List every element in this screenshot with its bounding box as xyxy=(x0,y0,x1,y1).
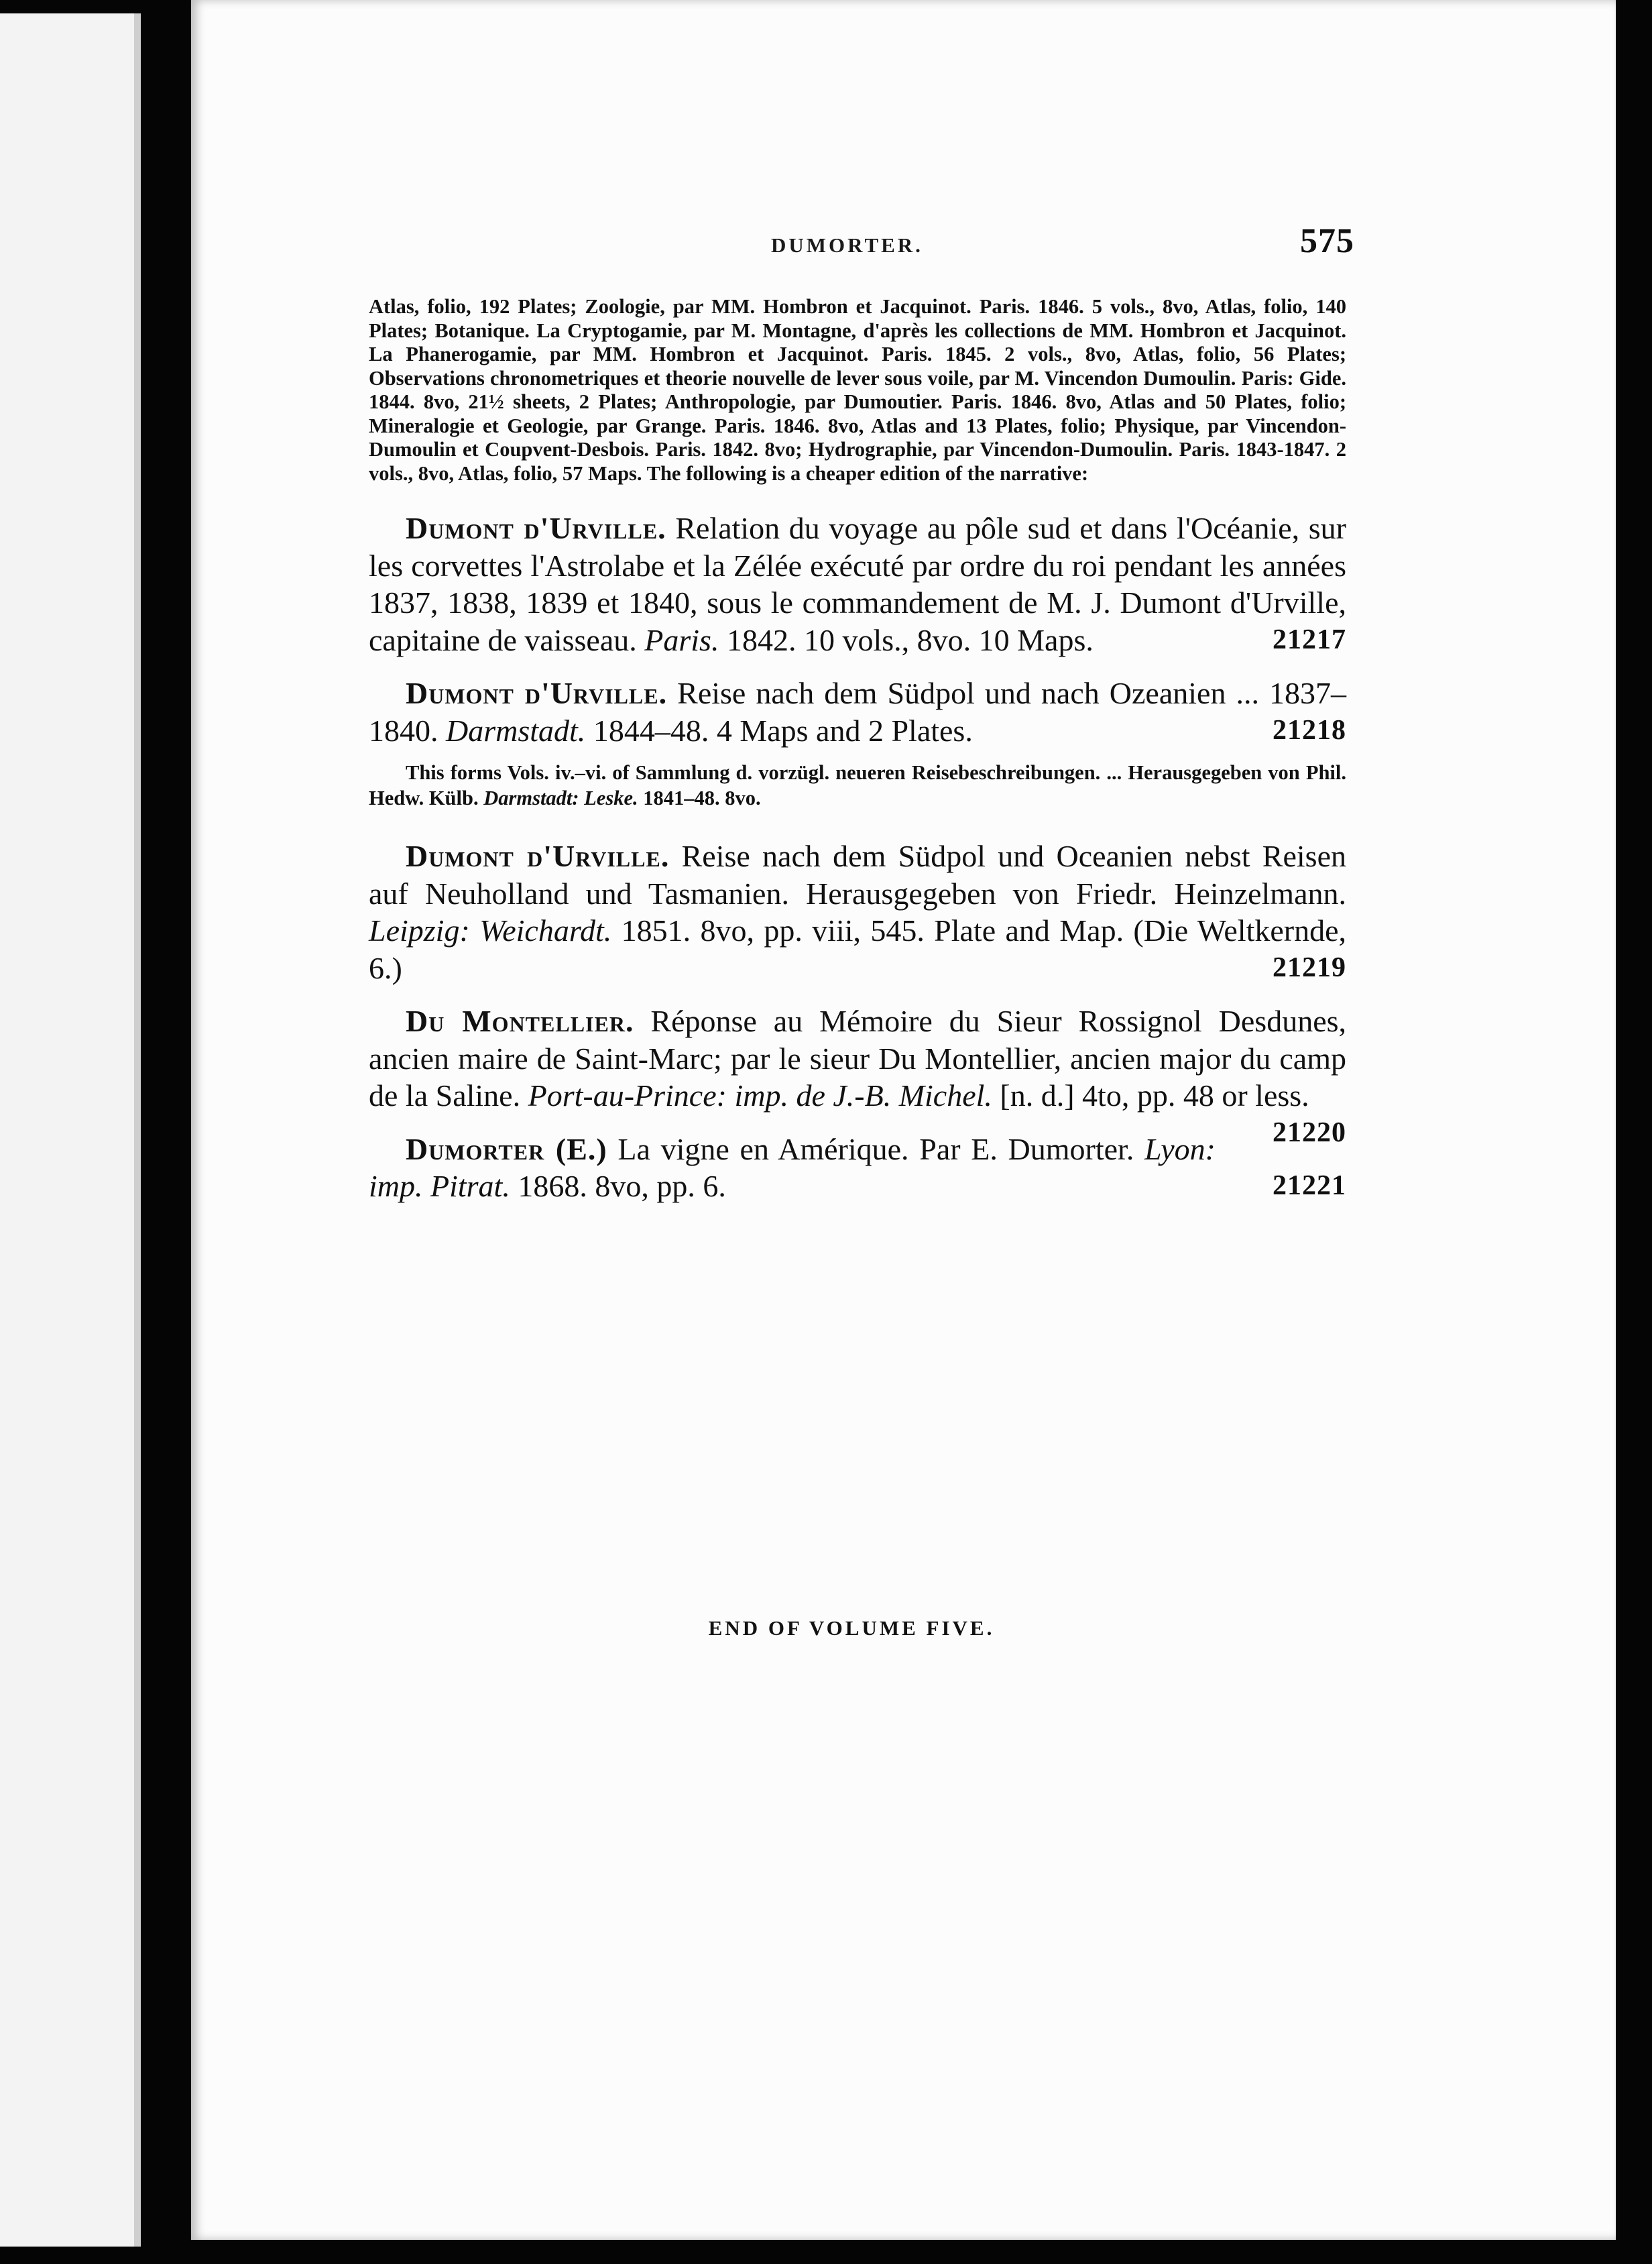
entry-number: 21217 xyxy=(1273,624,1346,655)
catalog-entry xyxy=(369,1003,1347,1148)
entry-details: 1842. 10 vols., 8vo. 10 Maps. xyxy=(726,622,1094,657)
entry-heading: Du Montellier. xyxy=(406,1004,634,1038)
page-header xyxy=(359,215,1354,268)
catalog-entry xyxy=(369,838,1346,986)
entry-heading: Dumont d'Urville. xyxy=(406,676,668,710)
entry-title: La vigne en Amérique. Par E. Dumorter. xyxy=(617,1131,1134,1166)
entry-place: Port-au-Prince: imp. de J.-B. Michel. xyxy=(528,1078,992,1113)
entry-place: Leipzig: Weichardt. xyxy=(369,913,612,948)
entry-number: 21219 xyxy=(1273,952,1346,983)
entry-title: Réponse au Mémoire du Sieur Rossignol Desdunes, ancien maire de Saint-Marc; par le sieur Du Montellier, ancien major du camp de la Saline. xyxy=(369,1004,1347,1113)
entry-place: Lyon: imp. Pitrat. xyxy=(369,1131,1216,1203)
entry-details: 1851. 8vo, pp. viii, 545. Plate and Map. (Die Weltkernde, 6.) xyxy=(369,913,1347,985)
entry-heading: Dumorter (E.) xyxy=(406,1131,607,1166)
entry-place: Darmstadt. xyxy=(446,713,586,748)
catalog-entry xyxy=(369,510,1346,659)
previous-page-edge xyxy=(0,13,141,2247)
entry-details: 1868. 8vo, pp. 6. xyxy=(518,1169,726,1203)
entry-number: 21221 xyxy=(1273,1170,1346,1201)
entry-details: 1844–48. 4 Maps and 2 Plates. xyxy=(593,713,973,748)
page-body xyxy=(369,295,1346,1221)
entry-title: Relation du voyage au pôle sud et dans l'Océanie, sur les corvettes l'Astrolabe et la Zélée exécuté par ordre du roi pendant les années 1837, 1838, 1839 et 1840, sous le commandement de M. J. Dumont d'Urville, capitaine de vaisseau. xyxy=(369,511,1347,657)
entry-heading: Dumont d'Urville. xyxy=(406,511,666,545)
running-head: DUMORTER. xyxy=(771,233,923,257)
entry-note xyxy=(369,760,1346,811)
note-details: 1841–48. 8vo. xyxy=(643,787,761,809)
entry-place: Paris. xyxy=(644,622,719,657)
page-number: 575 xyxy=(1300,222,1354,260)
entry-number: 21218 xyxy=(1273,714,1346,746)
catalog-entry xyxy=(369,1131,1346,1205)
end-of-volume-mark: END OF VOLUME FIVE. xyxy=(708,1616,995,1640)
note-text: This forms Vols. iv.–vi. of Sammlung d. vorzügl. neueren Reisebeschreibungen. ... Herausgegeben von Phil. Hedw. Külb. xyxy=(369,761,1346,809)
entry-heading: Dumont d'Urville. xyxy=(406,839,670,873)
note-place: Darmstadt: Leske. xyxy=(483,787,638,809)
continued-entry-text: Atlas, folio, 192 Plates; Zoologie, par MM. Hombron et Jacquinot. Paris. 1846. 5 vols., 8vo, Atlas, folio, 140 Plates; Botanique. La Cryptogamie, par M. Montagne, d'après les collections de MM. Hombron et Jacquinot. La Phanerogamie, par MM. Hombron et Jacquinot. Paris. 1845. 2 vols., 8vo, Atlas, folio, 56 Plates; Observations chronometriques et theorie nouvelle de lever sous voile, par M. Vincendon Dumoulin. Paris: Gide. 1844. 8vo, 21½ sheets, 2 Plates; Anthropologie, par Dumoutier. Paris. 1846. 8vo, Atlas and 50 Plates, folio; Mineralogie et Geologie, par Grange. Paris. 1846. 8vo, Atlas and 13 Plates, folio; Physique, par Vincendon-Dumoulin et Coupvent-Desbois. Paris. 1842. 8vo; Hydrographie, par Vincendon-Dumoulin. Paris. 1843-1847. 2 vols., 8vo, Atlas, folio, 57 Maps. The following is a cheaper edition of the narrative: xyxy=(369,295,1346,485)
entry-title: Reise nach dem Südpol und Oceanien nebst Reisen auf Neuholland und Tasmanien. Herausgegeben von Friedr. Heinzelmann. xyxy=(369,839,1346,911)
entry-title: Reise nach dem Südpol und nach Ozeanien ... 1837–1840. xyxy=(369,676,1347,748)
entry-details: [n. d.] 4to, pp. 48 or less. xyxy=(1000,1078,1309,1113)
entry-number: 21220 xyxy=(1273,1117,1346,1148)
catalog-entry xyxy=(369,675,1346,749)
